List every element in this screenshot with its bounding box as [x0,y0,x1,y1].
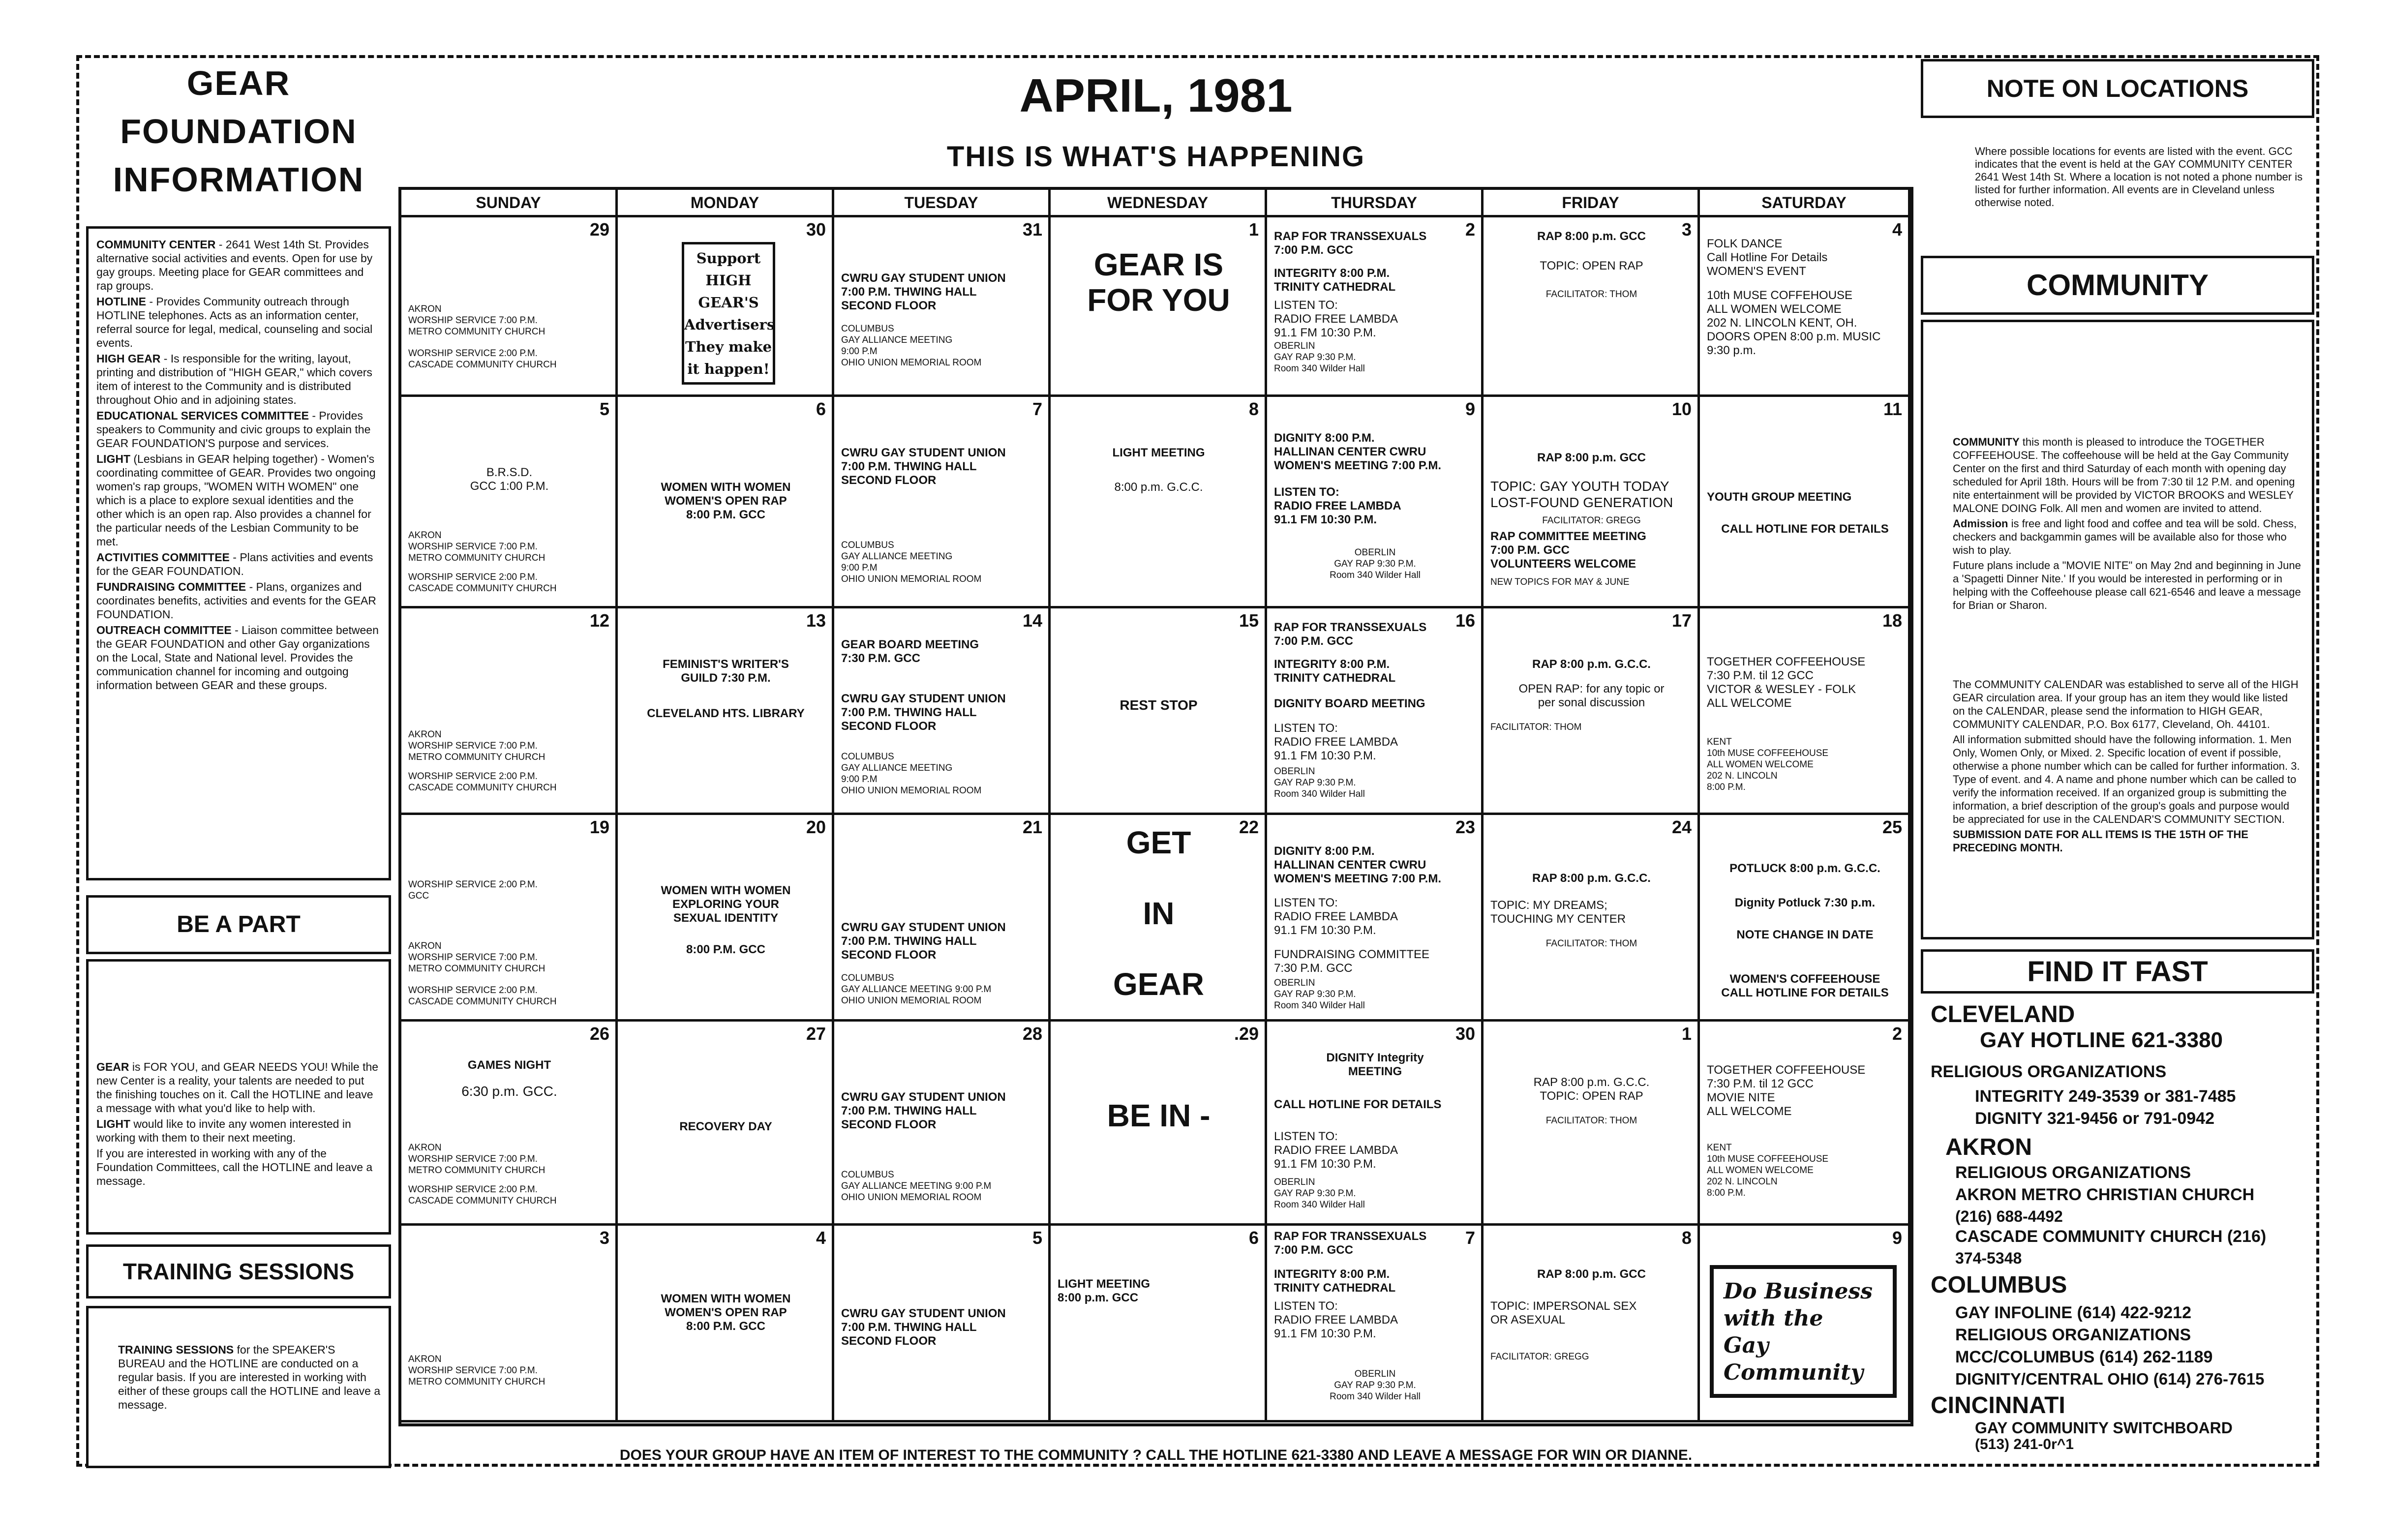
event-text: GAMES NIGHT [467,1058,551,1072]
day-number: 27 [806,1024,826,1044]
paragraph [1953,828,2302,854]
calendar-day-cell [618,815,834,1022]
paragraph-text: - 2641 West 14th St. Provides alternative social activities and events. Open for use by gay groups. Meeting place for GEAR committees and rap groups. [96,238,373,292]
directory-line: AKRON [1945,1134,2032,1160]
paragraph-text: All information submitted should have the following information. 1. Men Only, Women Only, or Mixed. 2. Specific location of event if possible, otherwise a phone number which can be called for further information. 3. Type of event. and 4. A name and phone number which can be called to verify the information received. If an organized group is submitting the information, a brief description of the group's goals and purpose would be appreciated for use in the CALENDAR'S COMMUNITY SECTION. [1953,733,2300,825]
calendar-day-cell [1700,217,1910,397]
event-text: YOUTH GROUP MEETING [1707,490,1852,504]
be-a-part-header [86,895,391,954]
event-text: TOGETHER COFFEEHOUSE 7:30 P.M. til 12 GCC MOVIE NITE ALL WELCOME [1707,1063,1866,1118]
event-text: TOGETHER COFFEEHOUSE 7:30 P.M. til 12 GCC VICTOR & WESLEY - FOLK ALL WELCOME [1707,655,1866,710]
directory-line: CASCADE COMMUNITY CHURCH (216) [1955,1227,2267,1246]
day-number: 12 [589,610,609,631]
event-text: FOLK DANCE Call Hotline For Details WOMEN'S EVENT [1707,237,1828,278]
community-box [1921,320,2314,939]
directory-line: (216) 688-4492 [1955,1208,2063,1225]
event-text: RAP FOR TRANSSEXUALS 7:00 P.M. GCC [1274,230,1427,257]
calendar-day-cell [1700,608,1910,815]
directory-line: GAY INFOLINE (614) 422-9212 [1955,1303,2192,1322]
event-text: LIGHT MEETING 8:00 p.m. GCC [1058,1277,1150,1304]
calendar-day-cell [1051,608,1267,815]
calendar-day-cell [401,1226,618,1422]
event-text: CWRU GAY STUDENT UNION 7:00 P.M. THWING HALL SECOND FLOOR [841,921,1006,962]
calendar-day-cell [834,397,1051,608]
event-text: 10th MUSE COFFEHOUSE ALL WOMEN WELCOME 202 N. LINCOLN KENT, OH. DOORS OPEN 8:00 p.m. MUSIC 9:30 p.m. [1707,289,1881,357]
day-number: 28 [1022,1024,1042,1044]
day-number: 13 [806,610,826,631]
day-number: 2 [1892,1024,1902,1044]
event-text: RAP 8:00 p.m. G.C.C. [1532,872,1651,885]
calendar-grid [398,187,1913,1426]
calendar-day-cell [834,217,1051,397]
event-text: COLUMBUS GAY ALLIANCE MEETING 9:00 P.M OHIO UNION MEMORIAL ROOM [841,324,982,368]
event-text: AKRON WORSHIP SERVICE 7:00 P.M. METRO COMMUNITY CHURCH [408,530,545,563]
paragraph [96,1117,381,1145]
paragraph [1953,517,2302,557]
calendar-day-cell [1051,1022,1267,1226]
calendar-day-cell [1267,217,1484,397]
day-header-sunday: SUNDAY [401,190,618,217]
event-text: LISTEN TO: RADIO FREE LAMBDA 91.1 FM 10:30 P.M. [1274,485,1401,526]
day-number: 20 [806,817,826,837]
training-header [86,1244,391,1298]
event-text: AKRON WORSHIP SERVICE 7:00 P.M. METRO COMMUNITY CHURCH [408,941,545,974]
day-number: 8 [1681,1228,1692,1248]
event-text: AKRON WORSHIP SERVICE 7:00 P.M. METRO COMMUNITY CHURCH [408,1354,545,1387]
paragraph-heading: HOTLINE [96,295,146,308]
directory-line: DIGNITY 321-9456 or 791-0942 [1975,1109,2214,1128]
paragraph-text: If you are interested in working with any of the Foundation Committees, call the HOTLINE and leave a message. [96,1147,373,1187]
event-text: 6:30 p.m. GCC. [461,1084,557,1099]
event-text: WORSHIP SERVICE 2:00 P.M. CASCADE COMMUNITY CHURCH [408,771,557,793]
paragraph [96,409,381,450]
paragraph-heading: TRAINING SESSIONS [118,1343,234,1356]
event-text: DIGNITY 8:00 P.M. HALLINAN CENTER CWRU WOMEN'S MEETING 7:00 P.M. [1274,431,1441,472]
directory-line: MCC/COLUMBUS (614) 262-1189 [1955,1348,2213,1366]
calendar-day-cell [1484,397,1700,608]
event-text: BE IN - [1107,1098,1211,1133]
calendar-day-cell [401,815,618,1022]
event-text: TOPIC: OPEN RAP [1540,259,1643,272]
calendar-day-cell [401,1022,618,1226]
calendar-day-cell [401,397,618,608]
calendar-day-cell [1267,397,1484,608]
paragraph-text: - Provides speakers to Community and civic groups to explain the GEAR FOUNDATION'S purpose and services. [96,409,371,450]
day-number: 2 [1465,219,1475,240]
event-text: INTEGRITY 8:00 P.M. TRINITY CATHEDRAL [1274,1268,1396,1295]
calendar-subtitle: THIS IS WHAT'S HAPPENING [946,141,1365,173]
event-text: OBERLIN GAY RAP 9:30 P.M. Room 340 Wilder Hall [1274,766,1365,799]
day-number: 9 [1465,399,1475,419]
event-text: GEAR BOARD MEETING 7:30 P.M. GCC [841,638,979,665]
calendar-day-cell [834,1022,1051,1226]
title-line: FOUNDATION [120,112,357,151]
directory-line: DIGNITY/CENTRAL OHIO (614) 276-7615 [1955,1370,2265,1388]
note-header [1921,59,2314,118]
title-line: GEAR [186,64,291,102]
info-box [86,226,391,880]
find-it-fast-header [1921,949,2314,994]
paragraph-text: Future plans include a "MOVIE NITE" on May 2nd and beginning in June a 'Spagetti Dinner Nite.' If you would be interested in performing or in helping with the Coffeehouse please call 621-6546 and leave a message for Brian or Sharon. [1953,559,2301,611]
calendar-day-cell [1051,815,1267,1022]
paragraph-text: - Plans activities and events for the GEAR FOUNDATION. [96,551,373,577]
directory-line: (513) 241-0r^1 [1975,1436,2074,1452]
find-it-fast-title: FIND IT FAST [2027,956,2208,988]
calendar-day-cell [1484,608,1700,815]
calendar-day-cell [401,608,618,815]
calendar-day-cell [1051,1226,1267,1422]
paragraph-heading: GEAR [96,1060,129,1073]
day-number: 3 [1681,219,1692,240]
left-column [86,59,391,1456]
paragraph-heading: COMMUNITY [1953,436,2020,448]
note-title: NOTE ON LOCATIONS [1986,75,2249,102]
day-number: 19 [589,817,609,837]
event-text: CLEVELAND HTS. LIBRARY [647,707,805,720]
event-text: LISTEN TO: RADIO FREE LAMBDA 91.1 FM 10:30 P.M. [1274,1130,1398,1171]
event-text: CWRU GAY STUDENT UNION 7:00 P.M. THWING HALL SECOND FLOOR [841,272,1006,312]
event-text: CWRU GAY STUDENT UNION 7:00 P.M. THWING HALL SECOND FLOOR [841,1307,1006,1348]
event-text: GET IN GEAR [1113,825,1204,1002]
day-number: 7 [1032,399,1042,419]
paragraph [96,550,381,578]
paragraph-text: - Is responsible for the writing, layout, printing and distribution of "HIGH GEAR," which covers item of interest to the Community and is distributed throughout Ohio and in adjoining states. [96,352,372,406]
event-text: FEMINIST'S WRITER'S GUILD 7:30 P.M. [663,658,789,685]
paragraph-text: (Lesbians in GEAR helping together) - Women's coordinating committee of GEAR. Provides two ongoing women's rap groups, "WOMEN WITH WOMEN" one which is a place to explore sexual identities and the other which is an open rap. Also provides a channel for the particular needs of the Lesbian Community to be met. [96,453,376,548]
event-text: LISTEN TO: RADIO FREE LAMBDA 91.1 FM 10:30 P.M. [1274,299,1398,339]
calendar-day-cell [834,815,1051,1022]
day-number: .29 [1234,1024,1259,1044]
event-text: OBERLIN GAY RAP 9:30 P.M. Room 340 Wilder Hall [1274,978,1365,1011]
event-text: DIGNITY BOARD MEETING [1274,697,1425,710]
footer-message: DOES YOUR GROUP HAVE AN ITEM OF INTEREST TO THE COMMUNITY ? CALL THE HOTLINE 621-3380 AND LEAVE A MESSAGE FOR WIN OR DIANNE. [619,1447,1693,1463]
event-text: INTEGRITY 8:00 P.M. TRINITY CATHEDRAL [1274,267,1396,294]
event-text: DIGNITY Integrity MEETING [1326,1051,1424,1078]
event-text: POTLUCK 8:00 p.m. G.C.C. [1729,862,1880,875]
directory-line: RELIGIOUS ORGANIZATIONS [1931,1062,2167,1081]
day-header-tuesday: TUESDAY [834,190,1051,217]
day-header-monday: MONDAY [618,190,834,217]
event-text: RAP 8:00 p.m. G.C.C. [1532,658,1651,671]
paragraph-text: is FOR YOU, and GEAR NEEDS YOU! While the new Center is a reality, your talents are needed to put the finishing touches on it. Call the HOTLINE and leave a message with what you'd like to help with. [96,1060,379,1115]
foundation-info-text [96,238,381,692]
day-header-saturday: SATURDAY [1700,190,1910,217]
event-text: OPEN RAP: for any topic or per sonal discussion [1518,682,1665,709]
paragraph-text: is free and light food and coffee and tea will be sold. Chess, checkers and backgammin games will be available also for those who wish to play. [1953,517,2297,556]
paragraph-heading: FUNDRAISING COMMITTEE [96,580,246,593]
event-text: RAP 8:00 p.m. GCC [1537,1268,1646,1281]
event-text: REST STOP [1120,697,1198,713]
paragraph [96,238,381,293]
event-text: LISTEN TO: RADIO FREE LAMBDA 91.1 FM 10:30 P.M. [1274,896,1398,937]
day-number: 4 [816,1228,826,1248]
day-number: 6 [1248,1228,1259,1248]
day-number: 1 [1681,1024,1692,1044]
event-text: TOPIC: MY DREAMS; TOUCHING MY CENTER [1490,899,1626,926]
directory-line: INTEGRITY 249-3539 or 381-7485 [1975,1087,2236,1106]
event-text: CALL HOTLINE FOR DETAILS [1274,1098,1442,1111]
day-number: 23 [1455,817,1475,837]
event-text: OBERLIN GAY RAP 9:30 P.M. Room 340 Wilder Hall [1330,1369,1421,1402]
directory-line: 374-5348 [1955,1249,2022,1267]
paragraph [1953,435,2302,515]
support-advertisers-ad: Support HIGH GEAR'S Advertisers They make it happen! [682,242,775,385]
day-number: 11 [1883,399,1902,419]
paragraph [118,1343,381,1412]
find-it-fast-list [1931,1001,2314,1458]
event-text: KENT 10th MUSE COFFEEHOUSE ALL WOMEN WELCOME 202 N. LINCOLN 8:00 P.M. [1707,737,1829,792]
community-title: COMMUNITY [2027,269,2209,302]
directory-line: GAY COMMUNITY SWITCHBOARD [1975,1419,2233,1437]
event-text: INTEGRITY 8:00 P.M. TRINITY CATHEDRAL [1274,658,1396,685]
event-text: RAP 8:00 p.m. G.C.C. TOPIC: OPEN RAP [1533,1076,1650,1103]
do-business-ad: Do Business with the Gay Community [1710,1265,1897,1398]
paragraph [96,352,381,407]
event-text: LIGHT MEETING [1112,446,1205,459]
event-text: FACILITATOR: THOM [1545,289,1637,300]
paragraph [96,1147,381,1188]
event-text: WORSHIP SERVICE 2:00 P.M. CASCADE COMMUNITY CHURCH [408,985,557,1007]
calendar-day-cell [834,608,1051,815]
calendar-title: APRIL, 1981 [1019,69,1293,122]
training-text [118,1343,381,1412]
day-header-wednesday: WEDNESDAY [1051,190,1267,217]
calendar-day-cell [1267,608,1484,815]
event-text: DIGNITY 8:00 P.M. HALLINAN CENTER CWRU WOMEN'S MEETING 7:00 P.M. [1274,845,1441,885]
paragraph-heading: ACTIVITIES COMMITTEE [96,551,230,564]
day-number: 31 [1022,219,1042,240]
gear-foundation-title [86,59,391,221]
calendar-day-cell [401,217,618,397]
event-text: NEW TOPICS FOR MAY & JUNE [1490,577,1630,587]
calendar-day-cell [1484,1022,1700,1226]
day-number: 14 [1022,610,1042,631]
event-text: COLUMBUS GAY ALLIANCE MEETING 9:00 P.M OHIO UNION MEMORIAL ROOM [841,1170,992,1203]
event-text: COLUMBUS GAY ALLIANCE MEETING 9:00 P.M OHIO UNION MEMORIAL ROOM [841,752,982,796]
event-text: CWRU GAY STUDENT UNION 7:00 P.M. THWING HALL SECOND FLOOR [841,692,1006,733]
event-text: LISTEN TO: RADIO FREE LAMBDA 91.1 FM 10:30 P.M. [1274,1299,1398,1340]
event-text: WOMEN'S COFFEEHOUSE CALL HOTLINE FOR DETAILS [1721,972,1889,999]
calendar-day-cell [1051,217,1267,397]
paragraph [96,295,381,350]
event-text: FACILITATOR: THOM [1545,938,1637,949]
paragraph-text: - Liaison committee between the GEAR FOUNDATION and other Gay organizations on the Local, State and National level. Provides the communication channel for incoming and outgoing information between GEAR and these groups. [96,624,379,692]
directory-line: RELIGIOUS ORGANIZATIONS [1955,1326,2191,1344]
community-text [1953,435,2302,612]
paragraph-text: - Plans, organizes and coordinates benefits, activities and events for the GEAR FOUNDATION. [96,580,376,621]
event-text: B.R.S.D. GCC 1:00 P.M. [470,466,549,493]
event-text: OBERLIN GAY RAP 9:30 P.M. Room 340 Wilder Hall [1274,1177,1365,1210]
day-number: 21 [1022,817,1042,837]
event-text: CWRU GAY STUDENT UNION 7:00 P.M. THWING HALL SECOND FLOOR [841,1090,1006,1131]
paragraph-text: The COMMUNITY CALENDAR was established to serve all of the HIGH GEAR circulation area. If your group has an item they would like listed on the CALENDAR, please send the information to HIGH GEAR, COMMUNITY CALENDAR, P.O. Box 6177, Cleveland, Oh. 44101. [1953,678,2299,730]
day-number: 22 [1239,817,1259,837]
paragraph [96,1060,381,1115]
paragraph-heading: HIGH GEAR [96,352,161,365]
event-text: OBERLIN GAY RAP 9:30 P.M. Room 340 Wilder Hall [1330,547,1421,580]
paragraph-heading: OUTREACH COMMITTEE [96,624,232,636]
event-text: WORSHIP SERVICE 2:00 P.M. CASCADE COMMUNITY CHURCH [408,1184,557,1206]
calendar-day-cell [618,1226,834,1422]
event-text: COLUMBUS GAY ALLIANCE MEETING 9:00 P.M OHIO UNION MEMORIAL ROOM [841,540,982,584]
calendar-day-cell [1484,1226,1700,1422]
day-number: 17 [1671,610,1692,631]
paragraph-text: - Provides Community outreach through HOTLINE telephones. Acts as an information center, referral source for legal, medical, counseling and social events. [96,295,373,349]
directory-line: AKRON METRO CHRISTIAN CHURCH [1955,1185,2255,1204]
day-number: 10 [1671,399,1692,419]
paragraph-text: for the SPEAKER'S BUREAU and the HOTLINE are conducted on a regular basis. If you are interested in working with either of these groups call the HOTLINE and leave a message. [118,1343,381,1411]
paragraph [96,580,381,621]
event-text: WOMEN WITH WOMEN EXPLORING YOUR SEXUAL IDENTITY [661,884,791,925]
day-number: 25 [1882,817,1902,837]
event-text: AKRON WORSHIP SERVICE 7:00 P.M. METRO COMMUNITY CHURCH [408,729,545,762]
calendar-day-cell [1051,397,1267,608]
paragraph-heading: LIGHT [96,453,130,465]
day-number: 5 [1032,1228,1042,1248]
event-text: FACILITATOR: GREGG [1542,515,1641,526]
directory-line: CINCINNATI [1931,1392,2065,1419]
event-text: FUNDRAISING COMMITTEE 7:30 P.M. GCC [1274,948,1429,975]
be-a-part-box [86,959,391,1235]
day-number: 6 [816,399,826,419]
calendar-day-cell [1484,217,1700,397]
directory-line: COLUMBUS [1931,1272,2067,1298]
event-text: RAP FOR TRANSSEXUALS 7:00 P.M. GCC [1274,621,1427,648]
day-number: 15 [1239,610,1259,631]
day-number: 16 [1455,610,1475,631]
paragraph-heading: SUBMISSION DATE FOR ALL ITEMS IS THE 15TH OF THE PRECEDING MONTH. [1953,828,2248,854]
title-line: INFORMATION [113,160,364,199]
day-number: 4 [1892,219,1902,240]
day-number: 9 [1892,1228,1902,1248]
paragraph-heading: LIGHT [96,1117,130,1130]
directory-line: RELIGIOUS ORGANIZATIONS [1955,1163,2191,1182]
event-text: COLUMBUS GAY ALLIANCE MEETING 9:00 P.M OHIO UNION MEMORIAL ROOM [841,973,992,1006]
calendar-day-cell [1700,397,1910,608]
event-text: FACILITATOR: THOM [1545,1116,1637,1126]
day-header-thursday: THURSDAY [1267,190,1484,217]
event-text: TOPIC: GAY YOUTH TODAY LOST-FOUND GENERATION [1490,479,1673,510]
event-text: TOPIC: IMPERSONAL SEX OR ASEXUAL [1490,1299,1637,1327]
day-number: 18 [1882,610,1902,631]
training-box [86,1306,391,1468]
right-column [1921,59,2314,1466]
training-title: TRAINING SESSIONS [122,1259,355,1284]
be-a-part-text [96,1060,381,1188]
note-text: Where possible locations for events are listed with the event. GCC indicates that the event is held at the GAY COMMUNITY CENTER 2641 West 14th St. Where a location is not noted a phone number is listed for further information. All events are in Cleveland unless otherwise noted. [1975,145,2303,209]
event-text: RAP 8:00 p.m. GCC [1537,451,1646,464]
event-text: GEAR IS FOR YOU [1087,247,1230,318]
event-text: AKRON WORSHIP SERVICE 7:00 P.M. METRO COMMUNITY CHURCH [408,304,545,337]
event-text: Dignity Potluck 7:30 p.m. [1734,896,1876,909]
day-number: 24 [1671,817,1692,837]
day-number: 30 [1455,1024,1475,1044]
paragraph [1953,678,2302,731]
event-text: WORSHIP SERVICE 2:00 P.M. CASCADE COMMUNITY CHURCH [408,572,557,594]
event-text: FACILITATOR: THOM [1490,722,1582,732]
event-text: RAP COMMITTEE MEETING 7:00 P.M. GCC VOLUNTEERS WELCOME [1490,530,1646,571]
day-number: 26 [589,1024,609,1044]
calendar-day-cell [618,397,834,608]
paragraph [1953,733,2302,826]
event-text: 8:00 p.m. G.C.C. [1114,481,1203,494]
event-text: WOMEN WITH WOMEN WOMEN'S OPEN RAP 8:00 P.M. GCC [661,1292,791,1333]
event-text: FACILITATOR: GREGG [1490,1352,1589,1362]
day-header-friday: FRIDAY [1484,190,1700,217]
calendar-info-text [1953,678,2302,854]
paragraph [96,623,381,692]
directory-line: CLEVELAND [1931,1001,2075,1027]
event-text: 8:00 P.M. GCC [686,943,765,956]
community-header [1921,256,2314,315]
calendar-day-cell [1267,1226,1484,1422]
event-text: CWRU GAY STUDENT UNION 7:00 P.M. THWING HALL SECOND FLOOR [841,446,1006,487]
paragraph-text: would like to invite any women interested in working with them to their next meeting. [96,1117,351,1144]
paragraph-heading: EDUCATIONAL SERVICES COMMITTEE [96,409,309,422]
event-text: CALL HOTLINE FOR DETAILS [1721,522,1889,536]
paragraph-text: this month is pleased to introduce the TOGETHER COFFEEHOUSE. The coffeehouse will be held at the Gay Community Center on the first and third Saturday of each month with opening day scheduled for April 18th. Hours will be from 7:30 til 12 P.M. and opening nite entertainment will be provided by VICTOR BROOKS and WESLEY MALONE DOING Folk. All men and women are invited to attend. [1953,436,2295,514]
event-text: KENT 10th MUSE COFFEEHOUSE ALL WOMEN WELCOME 202 N. LINCOLN 8:00 P.M. [1707,1143,1829,1198]
event-text: WOMEN WITH WOMEN WOMEN'S OPEN RAP 8:00 P.M. GCC [661,481,791,521]
calendar-day-cell [1484,815,1700,1022]
paragraph [1953,559,2302,612]
day-number: 7 [1465,1228,1475,1248]
calendar-day-cell [1267,815,1484,1022]
day-number: 3 [599,1228,609,1248]
paragraph-heading: Admission [1953,517,2008,530]
day-number: 8 [1248,399,1259,419]
event-text: NOTE CHANGE IN DATE [1736,928,1874,941]
paragraph [96,452,381,548]
event-text: OBERLIN GAY RAP 9:30 P.M. Room 340 Wilder Hall [1274,341,1365,374]
calendar-day-cell [1267,1022,1484,1226]
paragraph-heading: COMMUNITY CENTER [96,238,216,251]
event-text: RAP FOR TRANSSEXUALS 7:00 P.M. GCC [1274,1230,1427,1257]
calendar-day-cell [1700,1022,1910,1226]
calendar-day-cell [834,1226,1051,1422]
day-number: 5 [599,399,609,419]
day-number: 1 [1248,219,1259,240]
day-number: 30 [806,219,826,240]
calendar-day-cell [1700,815,1910,1022]
event-text: RECOVERY DAY [679,1120,772,1133]
event-text: WORSHIP SERVICE 2:00 P.M. CASCADE COMMUNITY CHURCH [408,348,557,370]
be-a-part-title: BE A PART [177,911,301,937]
event-text: WORSHIP SERVICE 2:00 P.M. GCC [408,879,538,901]
event-text: LISTEN TO: RADIO FREE LAMBDA 91.1 FM 10:30 P.M. [1274,722,1398,762]
directory-line: GAY HOTLINE 621-3380 [1980,1028,2223,1052]
event-text: RAP 8:00 p.m. GCC [1537,230,1646,243]
calendar-day-cell [618,1022,834,1226]
day-number: 29 [589,219,609,240]
event-text: AKRON WORSHIP SERVICE 7:00 P.M. METRO COMMUNITY CHURCH [408,1143,545,1176]
calendar-day-cell [618,608,834,815]
